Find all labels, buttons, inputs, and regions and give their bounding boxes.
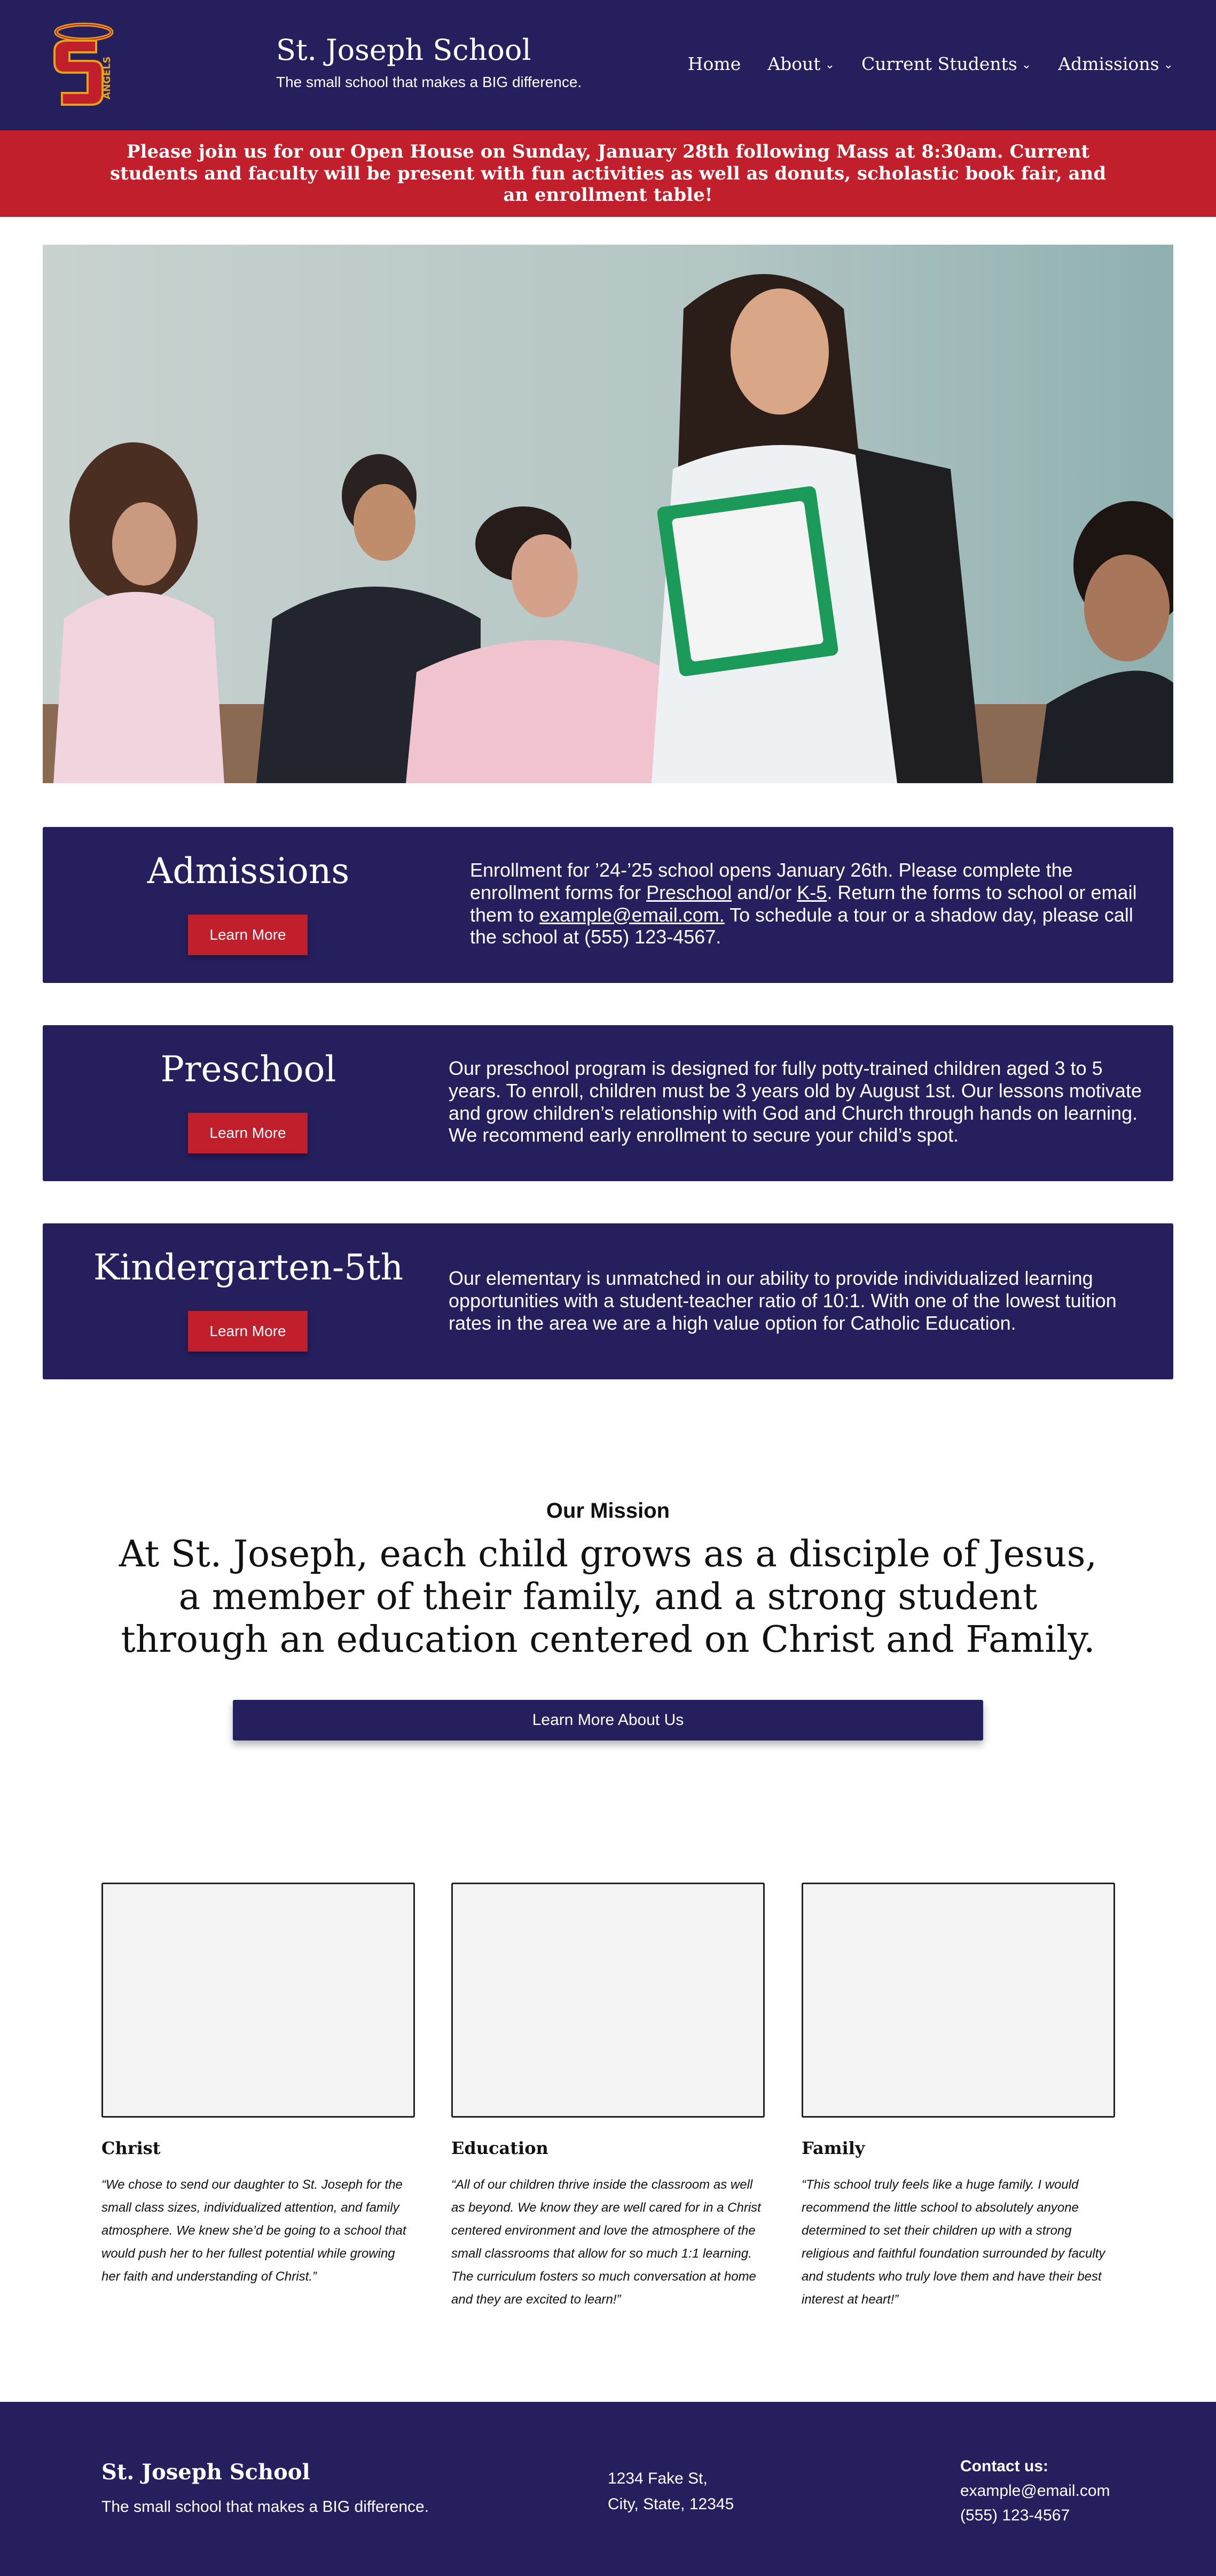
testimonial-title: Christ [101, 2138, 161, 2158]
chevron-down-icon: ⌄ [1163, 58, 1173, 72]
mission-label: Our Mission [546, 1499, 670, 1523]
testimonial-image-placeholder [451, 1883, 765, 2118]
footer-contact-label: Contact us: [960, 2457, 1048, 2475]
footer-address [608, 2466, 734, 2517]
nav-home[interactable] [688, 53, 741, 74]
footer-title[interactable]: St. Joseph School [101, 2460, 310, 2485]
hero-image [43, 245, 1173, 783]
footer-tagline: The small school that makes a BIG difference. [101, 2498, 429, 2516]
nav-home-label: Home [687, 53, 741, 74]
admissions-text [470, 859, 1143, 948]
announcement-text: Please join us for our Open House on Sunday, January 28th following Mass at 8:30am. Current students and faculty will be present with fun activities as well as donuts, scholastic book fair, and an enrollment table! [109, 140, 1107, 206]
testimonial-quote: “We chose to send our daughter to St. Joseph for the small class sizes, individualized attention, and family atmosphere. We knew she’d be going to a school that would push her to her fullest potential while growing her faith and understanding of Christ.” [101, 2177, 406, 2284]
nav-about[interactable] [767, 53, 835, 74]
testimonial-family [802, 1883, 1115, 2311]
footer-address-line2: City, State, 12345 [608, 2495, 734, 2513]
email-link[interactable]: example@email.com. [539, 903, 725, 926]
site-footer [0, 2402, 1216, 2576]
admissions-title: Admissions [147, 850, 350, 892]
nav-admissions-label: Admissions [1058, 53, 1159, 74]
testimonial-education [451, 1883, 765, 2311]
kindergarten-learn-more-button[interactable]: Learn More [188, 1311, 308, 1352]
main-nav [688, 53, 1173, 74]
mission-statement: At St. Joseph, each child grows as a disciple of Jesus, a member of their family, and a strong student through an education centered on Christ and Family. [119, 1533, 1097, 1661]
preschool-title: Preschool [160, 1049, 336, 1090]
nav-about-label: About [767, 53, 821, 74]
learn-more-about-us-button[interactable]: Learn More About Us [233, 1700, 983, 1740]
school-logo[interactable] [44, 19, 124, 111]
admissions-text-part2: and/or [732, 881, 797, 903]
testimonial-image-placeholder [101, 1883, 415, 2118]
admissions-text-part4: To schedule a tour or a shadow day, please call the school at (555) 123-4567. [470, 903, 1133, 948]
nav-current-students[interactable] [861, 53, 1031, 74]
footer-email[interactable]: example@email.com [960, 2482, 1110, 2500]
testimonial-christ [101, 1883, 415, 2288]
kindergarten-title: Kindergarten-5th [93, 1247, 404, 1288]
footer-phone[interactable]: (555) 123-4567 [960, 2507, 1070, 2524]
admissions-text-part3: . Return the forms to school or email them to [470, 881, 1137, 926]
nav-admissions[interactable] [1058, 53, 1173, 74]
footer-address-line1: 1234 Fake St, [608, 2470, 708, 2487]
preschool-forms-link[interactable]: Preschool [646, 881, 732, 903]
testimonial-title: Family [802, 2138, 865, 2158]
kindergarten-text: Our elementary is unmatched in our ability to provide individualized learning opportunities with a student-teacher ratio of 10:1. With one of the lowest tuition rates in the area we are a high value option for Catholic Education. [449, 1267, 1117, 1334]
admissions-card [43, 827, 1173, 983]
nav-current-students-label: Current Students [861, 53, 1017, 74]
preschool-card [43, 1025, 1173, 1181]
admissions-learn-more-button[interactable]: Learn More [188, 915, 308, 955]
site-title[interactable]: St. Joseph School [276, 33, 531, 67]
testimonial-image-placeholder [802, 1883, 1115, 2118]
testimonial-title: Education [451, 2138, 548, 2158]
site-header [0, 0, 1216, 130]
preschool-text: Our preschool program is designed for fully potty-trained children aged 3 to 5 years. To enroll, children must be 3 years old by August 1st. Our lessons motivate and grow children’s relationship with God and Church through hands on learning. We recommend early enrollment to secure your child’s spot. [449, 1057, 1142, 1146]
k5-forms-link[interactable]: K-5 [797, 881, 827, 903]
announcement-banner [0, 130, 1216, 217]
testimonial-quote: “All of our children thrive inside the classroom as well as beyond. We know they are well cared for in a Christ centered environment and love the atmosphere of the small classrooms that allow for so much 1:1 learning. The curriculum fosters so much conversation at home and they are excited to learn!” [451, 2177, 761, 2307]
site-tagline: The small school that makes a BIG difference. [276, 74, 582, 90]
testimonial-quote: “This school truly feels like a huge family. I would recommend the little school to absolutely anyone determined to set their children up with a strong religious and faithful foundation surrounded by faculty and students who truly love them and have their best interest at heart!” [802, 2177, 1105, 2307]
admissions-text-part1: Enrollment for ’24-’25 school opens January 26th. Please complete the enrollment forms for [470, 859, 1073, 903]
chevron-down-icon: ⌄ [825, 58, 835, 72]
preschool-learn-more-button[interactable]: Learn More [188, 1113, 308, 1153]
footer-contact [960, 2454, 1110, 2528]
kindergarten-card [43, 1223, 1173, 1379]
chevron-down-icon: ⌄ [1021, 58, 1032, 72]
logo-text: ANGELS [101, 56, 113, 99]
